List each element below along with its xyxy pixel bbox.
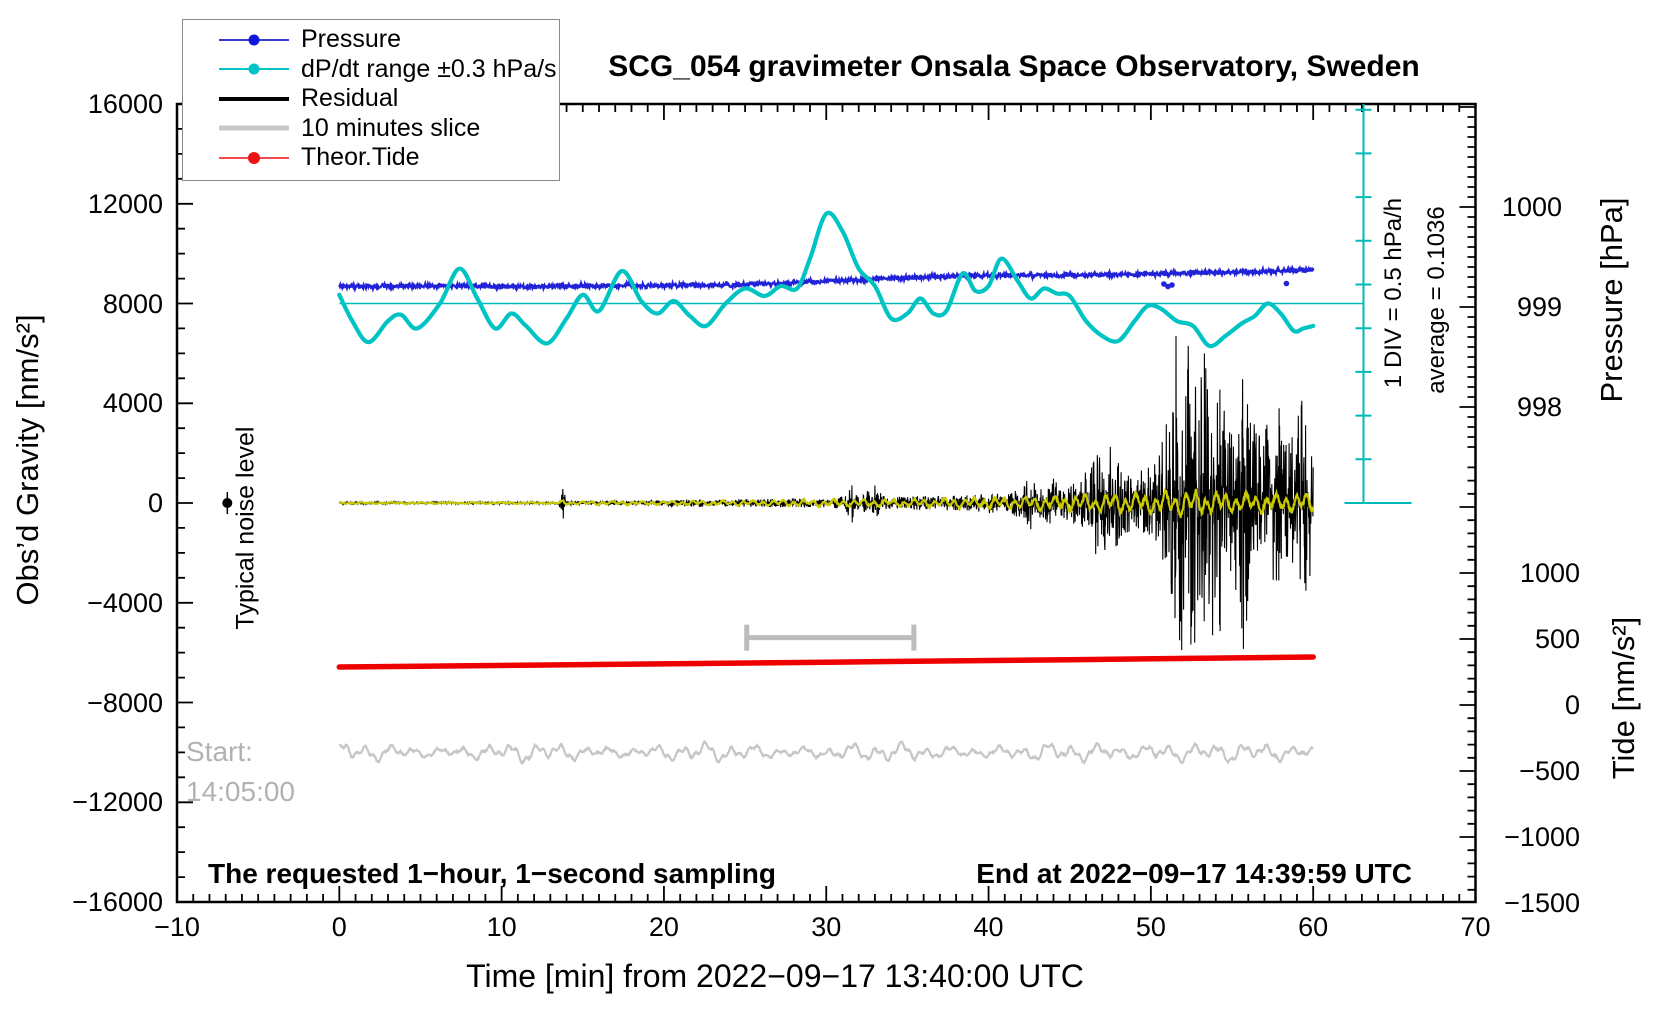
gravity-tick-label: −12000 bbox=[72, 787, 163, 818]
gravity-tick-label: −4000 bbox=[87, 587, 163, 618]
pressure-tick-label: 998 bbox=[1516, 392, 1562, 422]
x-tick-label: 30 bbox=[811, 912, 842, 942]
legend-box bbox=[182, 19, 560, 181]
end-time-note: End at 2022−09−17 14:39:59 UTC bbox=[976, 858, 1412, 889]
tide-tick-label: −500 bbox=[1519, 756, 1580, 786]
gravity-axis-title: Obs’d Gravity [nm/s²] bbox=[10, 314, 45, 606]
pressure-outlier-dot bbox=[1169, 282, 1175, 288]
tide-series bbox=[339, 657, 1313, 667]
pressure-tick-label: 1000 bbox=[1501, 192, 1562, 222]
gravity-tick-label: 8000 bbox=[102, 288, 163, 319]
gravity-tick-label: 4000 bbox=[102, 388, 163, 419]
dpdt-line-icon bbox=[219, 63, 289, 75]
legend-item-residual bbox=[183, 84, 559, 114]
pressure-line-icon bbox=[219, 34, 289, 46]
gravity-tick-label: 12000 bbox=[87, 188, 163, 219]
typical-noise-level-label: Typical noise level bbox=[231, 426, 260, 630]
x-tick-label: 10 bbox=[486, 912, 517, 942]
x-tick-label: 20 bbox=[648, 912, 679, 942]
legend-label: 10 minutes slice bbox=[301, 113, 481, 142]
start-time-label bbox=[186, 732, 295, 812]
legend-item-slice bbox=[183, 114, 559, 144]
tide-axis-title: Tide [nm/s²] bbox=[1606, 616, 1641, 780]
tide-tick-label: 0 bbox=[1564, 690, 1580, 720]
x-tick-label: 40 bbox=[973, 912, 1004, 942]
x-axis-title: Time [min] from 2022−09−17 13:40:00 UTC bbox=[466, 958, 1084, 994]
slice-bracket bbox=[747, 625, 914, 651]
pressure-outlier-dot bbox=[1284, 281, 1290, 287]
x-tick-label: 70 bbox=[1460, 912, 1491, 942]
legend-label: Theor.Tide bbox=[301, 143, 420, 172]
slice-series bbox=[339, 742, 1313, 764]
pressure-axis-title: Pressure [hPa] bbox=[1594, 197, 1629, 403]
tide-line-icon bbox=[219, 152, 289, 164]
residual-line-icon bbox=[219, 93, 289, 105]
start-word: Start: bbox=[186, 736, 253, 767]
tide-tick-label: 500 bbox=[1534, 624, 1580, 654]
tide-tick-label: −1500 bbox=[1504, 888, 1580, 918]
legend-label: Residual bbox=[301, 84, 399, 113]
gravity-tick-label: 16000 bbox=[87, 89, 163, 119]
page-title: SCG_054 gravimeter Onsala Space Observatory, Sweden bbox=[608, 50, 1420, 83]
x-tick-label: 60 bbox=[1298, 912, 1329, 942]
start-time: 14:05:00 bbox=[186, 776, 295, 807]
average-label: average = 0.1036 bbox=[1423, 206, 1450, 394]
gravity-tick-label: −16000 bbox=[72, 887, 163, 917]
x-tick-label: 50 bbox=[1135, 912, 1166, 942]
legend-item-pressure bbox=[183, 25, 559, 55]
gravity-tick-label: −8000 bbox=[87, 687, 163, 718]
legend-item-tide bbox=[183, 143, 559, 173]
legend-label: dP/dt range ±0.3 hPa/s bbox=[301, 54, 557, 83]
div-scale-label: 1 DIV = 0.5 hPa/h bbox=[1380, 197, 1407, 389]
legend-item-dpdt bbox=[183, 55, 559, 85]
x-tick-label: 0 bbox=[331, 912, 347, 942]
gravity-tick-label: 0 bbox=[147, 488, 163, 518]
pressure-tick-label: 999 bbox=[1516, 292, 1562, 322]
sampling-note: The requested 1−hour, 1−second sampling bbox=[208, 858, 776, 889]
legend-label: Pressure bbox=[301, 25, 402, 54]
x-tick-label: −10 bbox=[154, 912, 200, 942]
slice-line-icon bbox=[219, 122, 289, 134]
tide-tick-label: −1000 bbox=[1504, 822, 1580, 852]
tide-tick-label: 1000 bbox=[1519, 558, 1580, 588]
